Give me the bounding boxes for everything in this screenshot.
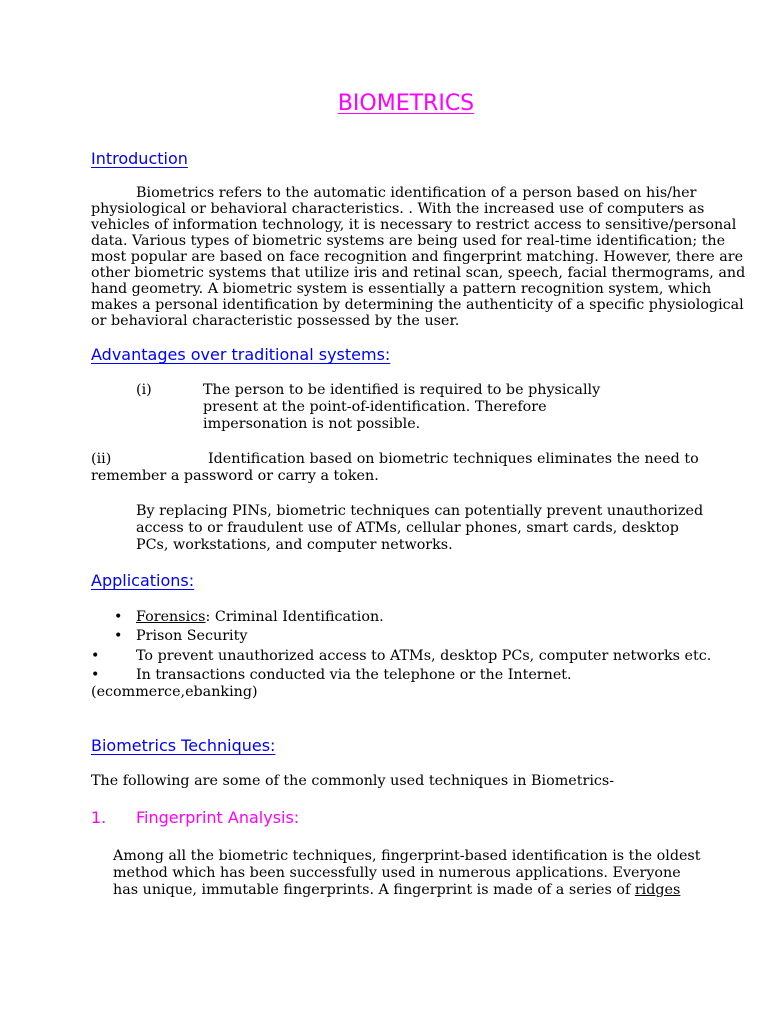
fingerprint-term: ridges [634, 882, 681, 898]
application-item: Prison Security [136, 628, 248, 644]
fingerprint-text: has unique, immutable fingerprints. A fingerprint is made of a series of [113, 882, 635, 898]
fingerprint-para-line [113, 882, 680, 898]
fingerprint-para-line: method which has been successfully used in numerous applications. Everyone [113, 865, 681, 881]
techniques-intro: The following are some of the commonly used techniques in Biometrics- [91, 773, 615, 789]
application-item: To prevent unauthorized access to ATMs, desktop PCs, computer networks etc. [136, 648, 712, 664]
intro-line: Biometrics refers to the automatic identification of a person based on his/her [136, 185, 697, 201]
intro-line: data. Various types of biometric systems are being used for real-time identification; the [91, 233, 726, 249]
applications-heading: Applications: [91, 571, 195, 590]
intro-line: most popular are based on face recognition and fingerprint matching. However, there are [91, 249, 744, 265]
bullet-icon: • [114, 628, 123, 644]
intro-line: other biometric systems that utilize iris and retinal scan, speech, facial thermograms, and [91, 265, 746, 281]
advantages-heading: Advantages over traditional systems: [91, 345, 391, 364]
intro-heading: Introduction [91, 149, 188, 168]
application-item-continuation: (ecommerce,ebanking) [91, 684, 258, 700]
subsection-heading: Fingerprint Analysis: [136, 808, 300, 827]
intro-line: vehicles of information technology, it is necessary to restrict access to sensitive/personal [91, 217, 737, 233]
fingerprint-para-line: Among all the biometric techniques, fingerprint-based identification is the oldest [113, 848, 701, 864]
application-item [136, 609, 384, 625]
advantages-para-line: access to or fraudulent use of ATMs, cellular phones, smart cards, desktop [136, 520, 679, 536]
intro-line: physiological or behavioral characteristics. . With the increased use of computers as [91, 201, 705, 217]
intro-line: makes a personal identification by determining the authenticity of a specific physiological [91, 297, 744, 313]
application-item: In transactions conducted via the telephone or the Internet. [136, 667, 572, 683]
advantages-para-line: By replacing PINs, biometric techniques can potentially prevent unauthorized [136, 503, 704, 519]
advantage-line: present at the point-of-identification. Therefore [203, 399, 547, 415]
application-term: Forensics [136, 609, 206, 625]
bullet-icon: • [114, 609, 123, 625]
advantage-marker: (ii) [91, 451, 112, 467]
advantage-marker: (i) [136, 382, 152, 398]
advantage-line: remember a password or carry a token. [91, 468, 379, 484]
advantage-line: impersonation is not possible. [203, 416, 421, 432]
bullet-icon: • [91, 648, 100, 664]
advantage-line: Identification based on biometric techniques eliminates the need to [208, 451, 699, 467]
bullet-icon: • [91, 667, 100, 683]
intro-line: or behavioral characteristic possessed by the user. [91, 313, 460, 329]
advantages-para-line: PCs, workstations, and computer networks. [136, 537, 453, 553]
subsection-number: 1. [91, 808, 107, 827]
intro-line: hand geometry. A biometric system is essentially a pattern recognition system, which [91, 281, 712, 297]
advantage-line: The person to be identified is required to be physically [203, 382, 601, 398]
page-title: BIOMETRICS [337, 91, 475, 116]
application-item-rest: : Criminal Identification. [205, 609, 384, 625]
techniques-heading: Biometrics Techniques: [91, 736, 276, 755]
